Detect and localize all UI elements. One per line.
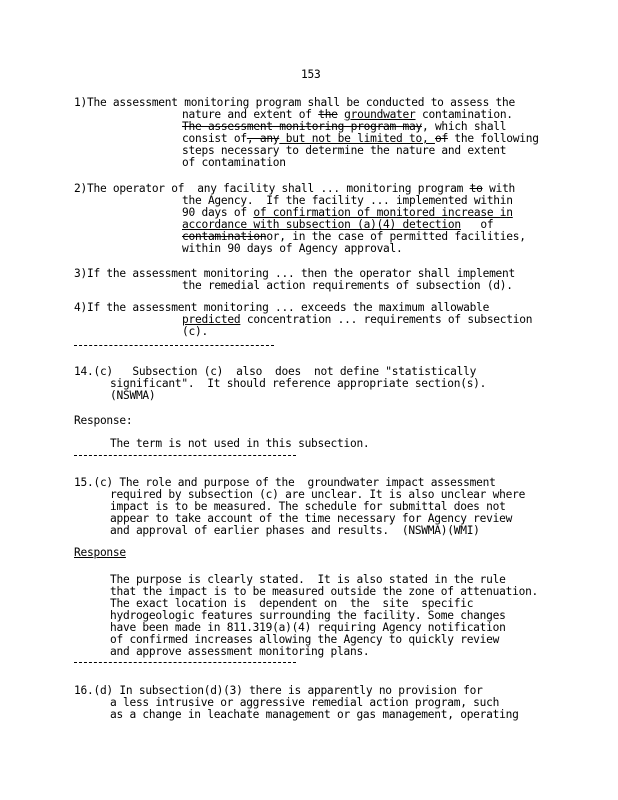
text-run: the Agency. If the facility ... implemented within (182, 194, 513, 207)
text-run: or, in the case of permitted facilities, (266, 230, 526, 243)
comment-14-line: (NSWMA) (110, 389, 156, 402)
text-run: with (482, 182, 516, 195)
text-run: , which shall (421, 120, 507, 133)
item-1-line (182, 157, 286, 169)
comment-15-line: 15.(c) The role and purpose of the groundwater impact assessment (74, 476, 496, 489)
comment-15-line: appear to take account of the time necessary for Agency review (110, 512, 513, 525)
text-run: 3)If the assessment monitoring ... then the operator shall implement (74, 267, 516, 280)
inserted-text: groundwater (344, 108, 416, 121)
text-run: nature and extent of (182, 108, 319, 121)
text-run: steps necessary to determine the nature and extent (182, 144, 507, 157)
item-4-line (182, 314, 532, 326)
struck-text: of (434, 132, 448, 145)
page-number: 153 (301, 68, 321, 81)
struck-text: contamination (182, 230, 267, 243)
section-divider (74, 662, 296, 663)
item-2-line (182, 243, 403, 255)
response-line: hydrogeologic features surrounding the facility. Some changes (110, 609, 506, 622)
inserted-text: accordance with subsection (a)(4) detection (182, 218, 461, 231)
struck-text: , any (246, 132, 280, 145)
response-label: Response: (74, 414, 133, 427)
text-run: 4)If the assessment monitoring ... exceeds the maximum allowable (74, 301, 490, 314)
comment-16-line: a less intrusive or aggressive remedial action program, such (110, 696, 500, 709)
item-4-line (182, 326, 208, 338)
item-3-line (182, 280, 513, 292)
struck-text: to (469, 182, 483, 195)
response-line: The exact location is dependent on the site specific (110, 597, 474, 610)
response-line: The purpose is clearly stated. It is also stated in the rule (110, 573, 506, 586)
section-divider (74, 455, 296, 456)
section-divider (74, 345, 274, 346)
text-run: contamination. (415, 108, 513, 121)
text-run: concentration ... requirements of subsection (240, 313, 533, 326)
text-run: 90 days of (182, 206, 254, 219)
response-line: have been made in 811.319(a)(4) requiring Agency notification (110, 621, 506, 634)
inserted-text: predicted (182, 313, 241, 326)
text-run: of contamination (182, 156, 286, 169)
text-run: the following (447, 132, 539, 145)
inserted-text: of confirmation of monitored increase in (253, 206, 513, 219)
comment-16-line: as a change in leachate management or gas management, operating (110, 708, 519, 721)
text-run: of (460, 218, 494, 231)
response-label: Response (74, 546, 126, 559)
text-run: 2)The operator of any facility shall ... monitoring program (74, 182, 470, 195)
struck-text: the (318, 108, 338, 121)
comment-15-line: impact is to be measured. The schedule for submittal does not (110, 500, 506, 513)
response-line: that the impact is to be measured outside the zone of attenuation. (110, 585, 539, 598)
comment-14-line: significant". It should reference appropriate section(s). (110, 377, 487, 390)
text-run: consist of (182, 132, 247, 145)
text-run: within 90 days of Agency approval. (182, 242, 403, 255)
comment-15-line: required by subsection (c) are unclear. It is also unclear where (110, 488, 526, 501)
response-line: The term is not used in this subsection. (110, 437, 370, 450)
inserted-text: but not be limited to, (279, 132, 435, 145)
text-run: (c). (182, 325, 208, 338)
response-line: of confirmed increases allowing the Agency to quickly review (110, 633, 500, 646)
comment-15-line: and approval of earlier phases and results. (NSWMA)(WMI) (110, 524, 480, 537)
text-run: the remedial action requirements of subsection (d). (182, 279, 513, 292)
comment-14-line: 14.(c) Subsection (c) also does not define "statistically (74, 365, 477, 378)
text-run: 1)The assessment monitoring program shall be conducted to assess the (74, 96, 516, 109)
struck-text: The assessment monitoring program may (182, 120, 422, 133)
comment-16-line: 16.(d) In subsection(d)(3) there is apparently no provision for (74, 684, 483, 697)
response-line: and approve assessment monitoring plans. (110, 645, 370, 658)
